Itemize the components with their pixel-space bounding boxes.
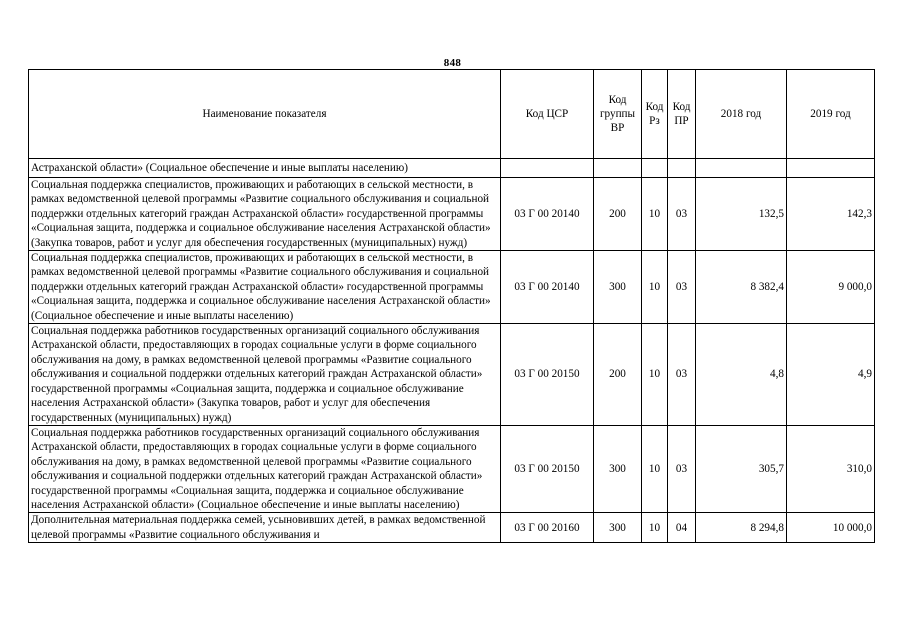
row-csr: 03 Г 00 20140 — [501, 251, 594, 324]
row-2018: 8 294,8 — [696, 513, 787, 543]
row-csr: 03 Г 00 20140 — [501, 178, 594, 251]
row-2018 — [696, 159, 787, 178]
header-2019: 2019 год — [787, 70, 875, 159]
row-rz: 10 — [642, 513, 668, 543]
row-csr — [501, 159, 594, 178]
row-vr: 300 — [594, 251, 642, 324]
row-vr: 300 — [594, 513, 642, 543]
row-pr: 03 — [668, 178, 696, 251]
header-2018: 2018 год — [696, 70, 787, 159]
header-name: Наименование показателя — [29, 70, 501, 159]
header-rz: Код Рз — [642, 70, 668, 159]
row-rz: 10 — [642, 178, 668, 251]
row-2019 — [787, 159, 875, 178]
table-header-row — [29, 70, 875, 159]
table-row — [29, 324, 875, 426]
row-vr: 300 — [594, 425, 642, 512]
row-name: Дополнительная материальная поддержка семей, усыновивших детей, в рамках ведомственной целевой программы «Развитие социального обслуживания и — [29, 513, 501, 543]
header-vr: Код группы ВР — [594, 70, 642, 159]
row-2018: 8 382,4 — [696, 251, 787, 324]
row-pr: 03 — [668, 324, 696, 426]
row-2019: 310,0 — [787, 425, 875, 512]
row-vr: 200 — [594, 178, 642, 251]
row-csr: 03 Г 00 20160 — [501, 513, 594, 543]
row-rz: 10 — [642, 425, 668, 512]
table-row — [29, 251, 875, 324]
row-pr: 03 — [668, 251, 696, 324]
row-csr: 03 Г 00 20150 — [501, 324, 594, 426]
row-name: Социальная поддержка специалистов, проживающих и работающих в сельской местности, в рамках ведомственной целевой программы «Развитие социального обслуживания и социальной поддержки отдельных категорий граждан Астраханской области» государственной программы «Социальная защита, поддержка и социальное обслуживание населения Астраханской области» (Социальное обеспечение и иные выплаты населению) — [29, 251, 501, 324]
row-2019: 9 000,0 — [787, 251, 875, 324]
row-name: Астраханской области» (Социальное обеспечение и иные выплаты населению) — [29, 159, 501, 178]
row-2018: 132,5 — [696, 178, 787, 251]
row-name: Социальная поддержка работников государственных организаций социального обслуживания Астраханской области, предоставляющих в городах социальные услуги в форме социального обслуживания на дому, в рамках ведомственной целевой программы «Развитие социального обслуживания и социальной поддержки отдельных категорий граждан Астраханской области» государственной программы «Социальная защита, поддержка и социальное обслуживание населения Астраханской области» (Закупка товаров, работ и услуг для обеспечения государственных (муниципальных) нужд) — [29, 324, 501, 426]
row-vr: 200 — [594, 324, 642, 426]
row-csr: 03 Г 00 20150 — [501, 425, 594, 512]
table-row — [29, 178, 875, 251]
row-2019: 4,9 — [787, 324, 875, 426]
row-2018: 4,8 — [696, 324, 787, 426]
table-row — [29, 513, 875, 543]
row-rz — [642, 159, 668, 178]
table-row — [29, 159, 875, 178]
row-2018: 305,7 — [696, 425, 787, 512]
row-2019: 10 000,0 — [787, 513, 875, 543]
row-name: Социальная поддержка работников государственных организаций социального обслуживания Астраханской области, предоставляющих в городах социальные услуги в форме социального обслуживания на дому, в рамках ведомственной целевой программы «Развитие социального обслуживания и социальной поддержки отдельных категорий граждан Астраханской области» государственной программы «Социальная защита, поддержка и социальное обслуживание населения Астраханской области» (Социальное обеспечение и иные выплаты населению) — [29, 425, 501, 512]
row-pr — [668, 159, 696, 178]
table-row — [29, 425, 875, 512]
row-pr: 04 — [668, 513, 696, 543]
page-number: 848 — [443, 57, 462, 69]
budget-table — [28, 69, 875, 543]
row-name: Социальная поддержка специалистов, проживающих и работающих в сельской местности, в рамках ведомственной целевой программы «Развитие социального обслуживания и социальной поддержки отдельных категорий граждан Астраханской области» государственной программы «Социальная защита, поддержка и социальное обслуживание населения Астраханской области» (Закупка товаров, работ и услуг для обеспечения государственных (муниципальных) нужд) — [29, 178, 501, 251]
row-rz: 10 — [642, 251, 668, 324]
row-vr — [594, 159, 642, 178]
header-csr: Код ЦСР — [501, 70, 594, 159]
row-2019: 142,3 — [787, 178, 875, 251]
row-rz: 10 — [642, 324, 668, 426]
row-pr: 03 — [668, 425, 696, 512]
header-pr: Код ПР — [668, 70, 696, 159]
